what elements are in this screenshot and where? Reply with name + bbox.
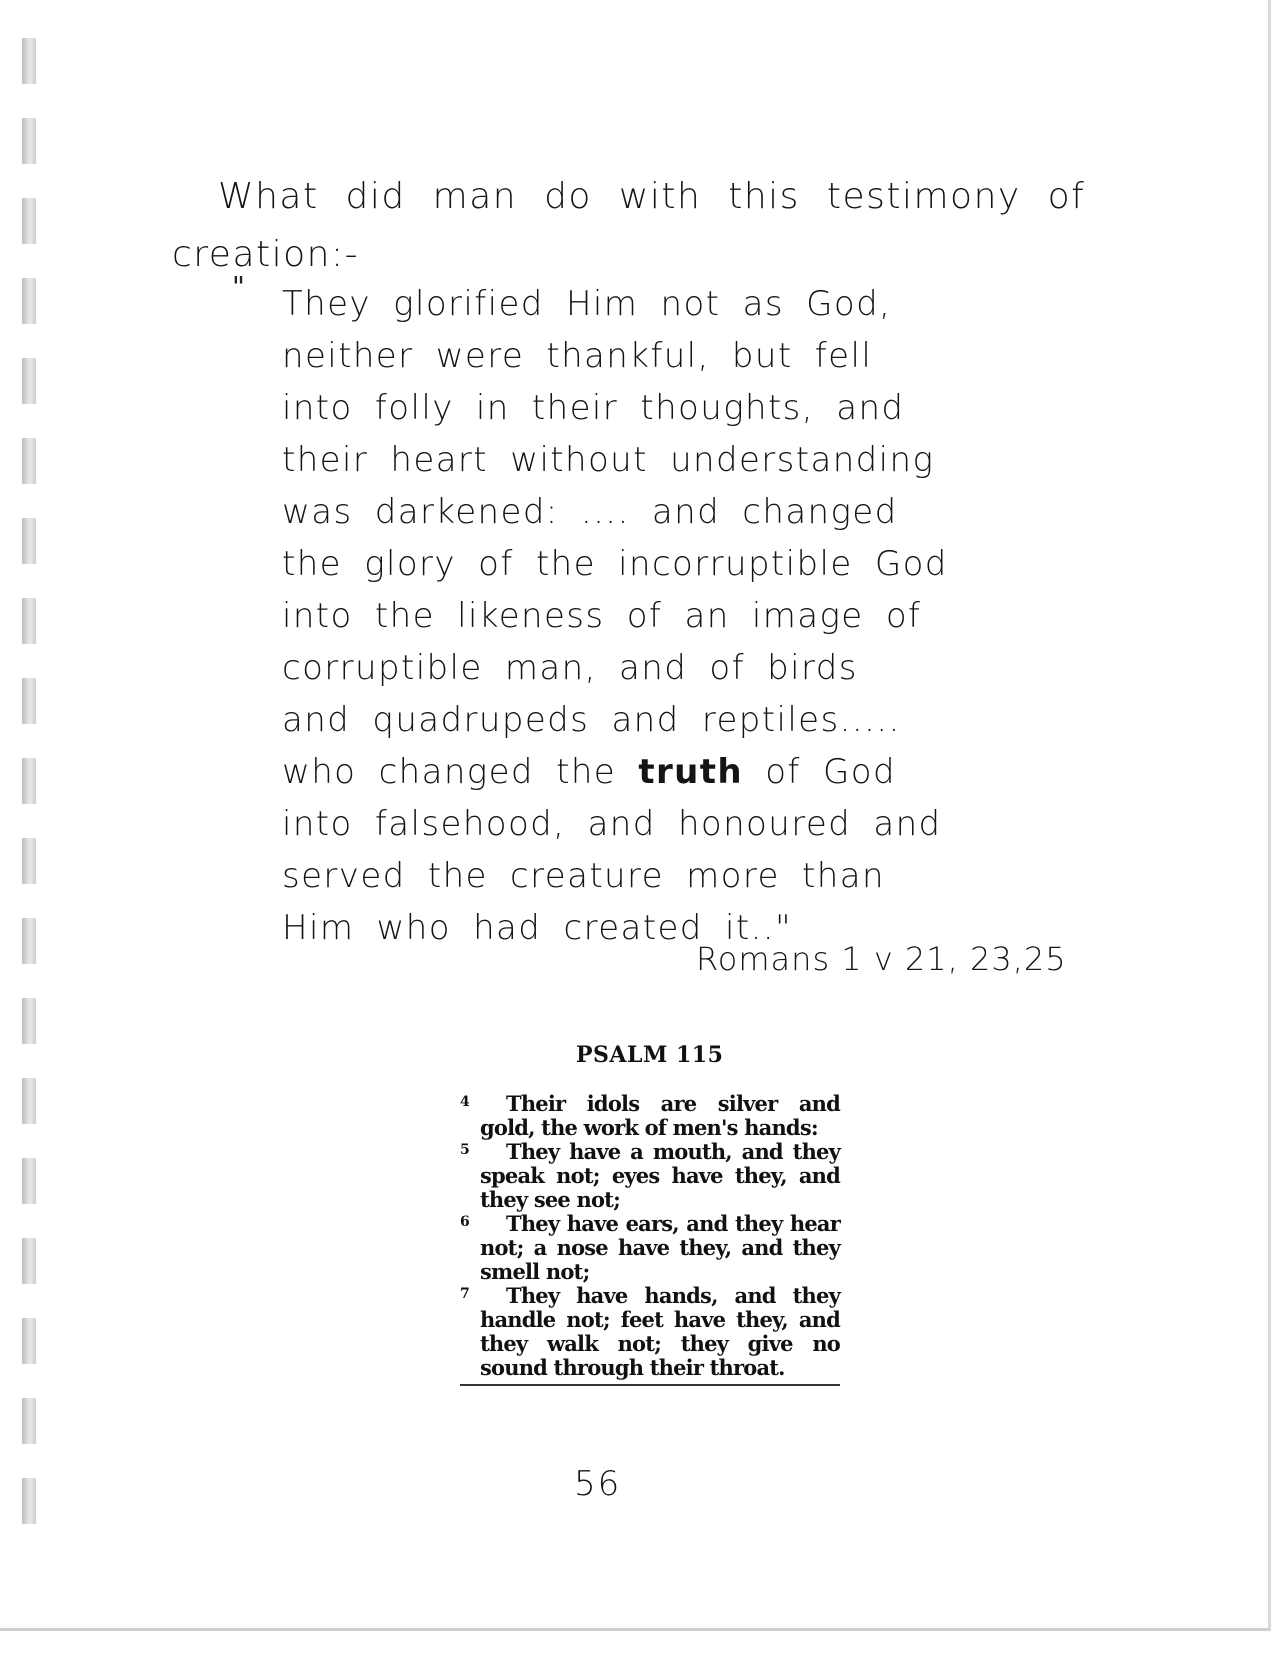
quote-line: their heart without understanding — [282, 440, 935, 480]
binding-hole — [22, 998, 36, 1044]
psalm-title: PSALM 115 — [576, 1042, 724, 1068]
binding-hole — [22, 1398, 36, 1444]
binding-hole — [22, 678, 36, 724]
quote-line-emphasis — [282, 746, 1042, 798]
intro-line-2: creation:- — [172, 234, 360, 275]
quote-line-tail: of God — [765, 752, 896, 792]
quote-line: into the likeness of an image of — [282, 596, 922, 636]
psalm-verse — [460, 1092, 840, 1140]
binding-hole — [22, 278, 36, 324]
binding-hole — [22, 1478, 36, 1524]
quote-line: and quadrupeds and reptiles..... — [282, 700, 901, 740]
quote-line-head: who changed the — [282, 752, 617, 792]
binding-hole — [22, 918, 36, 964]
quote-line: into falsehood, and honoured and — [282, 804, 942, 844]
verse-text: Their idols are silver and gold, the work of men's hands: — [480, 1091, 840, 1140]
quote-line: Him who had created it.." — [282, 908, 793, 948]
page-number: 56 — [574, 1464, 622, 1504]
binding-hole — [22, 518, 36, 564]
psalm-verse — [460, 1284, 840, 1380]
quote-line: neither were thankful, but fell — [282, 336, 873, 376]
psalm-verse — [460, 1212, 840, 1284]
romans-quote — [282, 278, 1042, 954]
scripture-reference: Romans 1 v 21, 23,25 — [696, 940, 1067, 978]
psalm-clipping — [460, 1092, 840, 1386]
intro-line-1: What did man do with this testimony of — [218, 176, 1086, 217]
binding-hole — [22, 598, 36, 644]
binding-hole — [22, 758, 36, 804]
verse-number: 4 — [460, 1094, 469, 1110]
verse-number: 7 — [460, 1286, 469, 1302]
binding-hole — [22, 1158, 36, 1204]
spiral-binding-holes — [22, 30, 42, 1590]
binding-hole — [22, 838, 36, 884]
verse-text: They have ears, and they hear not; a nose have they, and they smell not; — [480, 1211, 840, 1284]
quote-line: They glorified Him not as God, — [282, 284, 892, 324]
binding-hole — [22, 438, 36, 484]
binding-hole — [22, 358, 36, 404]
quote-line: corruptible man, and of birds — [282, 648, 858, 688]
quote-line: was darkened: .... and changed — [282, 492, 898, 532]
binding-hole — [22, 1238, 36, 1284]
quote-line: served the creature more than — [282, 856, 885, 896]
binding-hole — [22, 1318, 36, 1364]
binding-hole — [22, 198, 36, 244]
binding-hole — [22, 118, 36, 164]
psalm-verse — [460, 1140, 840, 1212]
quote-line: into folly in their thoughts, and — [282, 388, 905, 428]
binding-hole — [22, 1078, 36, 1124]
binding-hole — [22, 38, 36, 84]
emphasis-word: truth — [638, 752, 744, 792]
quote-line: the glory of the incorruptible God — [282, 544, 948, 584]
verse-text: They have hands, and they handle not; feet have they, and they walk not; they give no sound through their throat. — [480, 1283, 840, 1380]
verse-number: 5 — [460, 1142, 469, 1158]
verse-number: 6 — [460, 1214, 469, 1230]
verse-text: They have a mouth, and they speak not; eyes have they, and they see not; — [480, 1139, 840, 1212]
opening-quote-mark: " — [232, 270, 245, 303]
